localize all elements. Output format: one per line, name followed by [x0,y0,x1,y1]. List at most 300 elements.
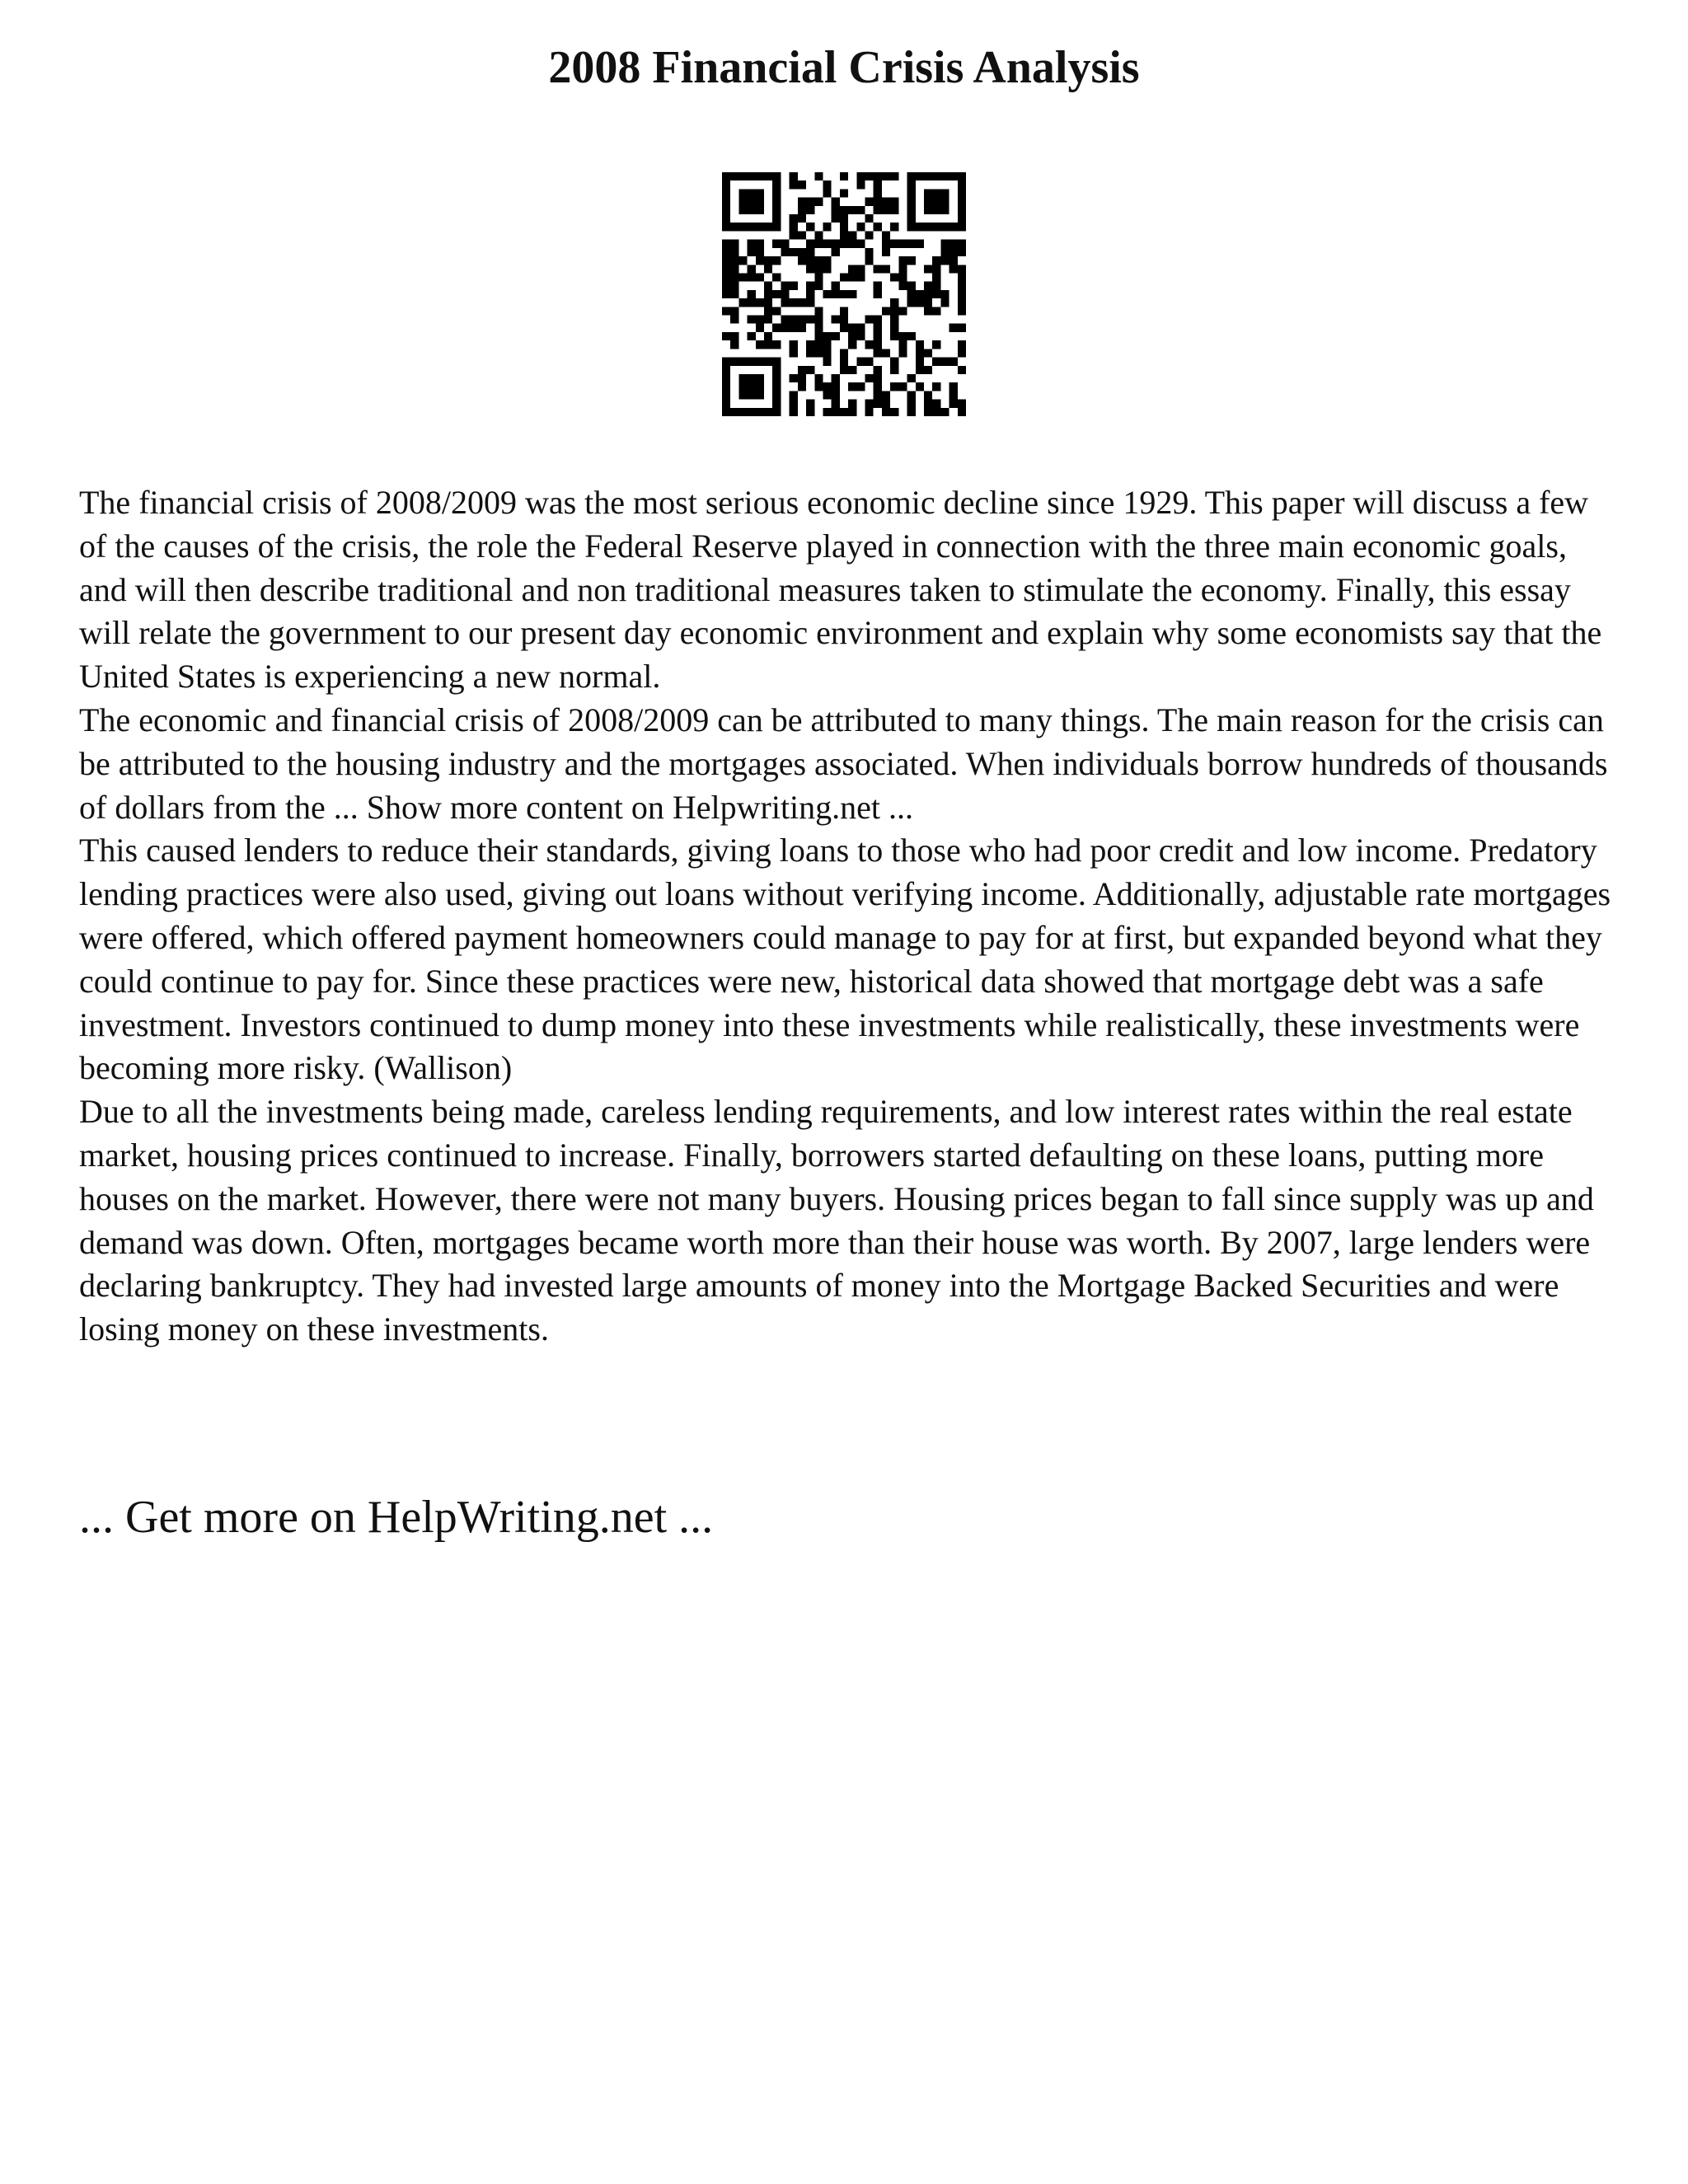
qr-module [730,223,738,231]
qr-module [722,206,730,214]
qr-module [730,340,738,349]
qr-module [764,172,772,180]
qr-module [882,231,890,239]
qr-module [806,408,814,416]
qr-module [790,214,798,223]
qr-module [832,282,840,290]
qr-module [856,265,865,273]
qr-module [790,340,798,349]
qr-module [730,172,738,180]
qr-module [856,382,865,391]
qr-module [772,366,781,374]
qr-module [722,189,730,197]
qr-module [772,307,781,315]
qr-module [840,231,848,239]
qr-module [832,391,840,399]
qr-module [840,349,848,357]
qr-module [832,248,840,256]
qr-module [790,172,798,180]
qr-module [950,265,958,273]
qr-module [840,290,848,298]
qr-module [756,248,764,256]
qr-module [916,366,924,374]
qr-module [890,358,898,366]
qr-module [790,282,798,290]
qr-module [940,189,949,197]
qr-module [890,382,898,391]
qr-module [874,198,882,206]
qr-module [722,400,730,408]
qr-module [907,408,916,416]
qr-module [958,172,966,180]
qr-module [874,332,882,340]
qr-module [874,180,882,189]
qr-module [722,223,730,231]
qr-module [924,223,932,231]
qr-module [756,391,764,399]
qr-module [924,198,932,206]
qr-module [958,340,966,349]
qr-module [958,349,966,357]
qr-module [772,214,781,223]
qr-module [874,324,882,332]
qr-module [958,198,966,206]
qr-module [748,273,756,281]
qr-module [890,223,898,231]
qr-module [940,172,949,180]
qr-module [764,265,772,273]
qr-module [898,340,907,349]
qr-module [823,256,831,265]
qr-module [823,290,831,298]
qr-module [856,240,865,248]
qr-module [874,374,882,382]
qr-module [722,332,730,340]
qr-module [924,172,932,180]
qr-module [890,240,898,248]
qr-module [756,316,764,324]
qr-module [916,172,924,180]
qr-module [814,316,823,324]
qr-module [814,332,823,340]
qr-module [798,298,806,307]
qr-module [772,391,781,399]
qr-module [958,273,966,281]
qr-module [848,290,856,298]
qr-module [823,382,831,391]
qr-module [814,349,823,357]
qr-module [748,265,756,273]
qr-module [772,223,781,231]
qr-module [756,256,764,265]
qr-module [772,382,781,391]
qr-module [874,290,882,298]
qr-module [907,400,916,408]
qr-module [756,298,764,307]
qr-module [932,408,940,416]
qr-module [958,408,966,416]
qr-module [814,172,823,180]
qr-module [865,172,874,180]
qr-module [730,316,738,324]
qr-module [823,391,831,399]
qr-module [748,248,756,256]
qr-module [738,382,747,391]
qr-module [840,273,848,281]
qr-module [907,180,916,189]
qr-module [832,198,840,206]
qr-module [806,290,814,298]
qr-module [790,180,798,189]
qr-module [798,180,806,189]
qr-module [916,290,924,298]
qr-module [790,408,798,416]
qr-module [874,400,882,408]
qr-module [932,172,940,180]
qr-module [865,248,874,256]
qr-module [924,408,932,416]
qr-module [874,366,882,374]
qr-module [940,206,949,214]
qr-module [722,408,730,416]
qr-module [890,206,898,214]
qr-module [790,324,798,332]
qr-module [748,391,756,399]
qr-module [898,273,907,281]
qr-module [823,408,831,416]
qr-module [940,240,949,248]
qr-module [738,374,747,382]
qr-module [781,282,789,290]
qr-module [806,400,814,408]
qr-module [756,198,764,206]
paragraph-intro: The financial crisis of 2008/2009 was the most serious economic decline since 1929. This paper will discuss a few of the causes of the crisis, the role the Federal Reserve played in connection with the three main economic goals, and will then describe traditional and non traditional measures taken to stimulate the economy. Finally, this essay will relate the government to our present day economic environment and explain why some economists say that the United States is experiencing a new normal. [79,484,1602,696]
article-body [79,481,1620,1352]
qr-module [781,316,789,324]
qr-module [806,366,814,374]
qr-module [932,256,940,265]
qr-module [848,366,856,374]
qr-module [950,324,958,332]
qr-module [932,206,940,214]
qr-module [874,316,882,324]
get-more-link[interactable]: ... Get more on HelpWriting.net ... [79,1492,714,1543]
qr-module [848,240,856,248]
qr-module [730,256,738,265]
qr-module [907,223,916,231]
qr-module [865,214,874,223]
qr-module [882,408,890,416]
qr-module [950,358,958,366]
qr-module [756,240,764,248]
qr-module [764,223,772,231]
qr-module [806,298,814,307]
qr-module [781,298,789,307]
page-title: 2008 Financial Crisis Analysis [548,42,1140,93]
qr-module [756,340,764,349]
qr-module [924,391,932,399]
qr-module [738,256,747,265]
qr-module [890,408,898,416]
qr-module [958,180,966,189]
qr-module [764,316,772,324]
qr-module [932,198,940,206]
qr-module [722,391,730,399]
qr-module [840,223,848,231]
qr-module [940,198,949,206]
qr-module [865,198,874,206]
qr-module [730,240,738,248]
qr-module [798,324,806,332]
qr-module [924,400,932,408]
qr-module [832,290,840,298]
qr-module [924,307,932,315]
qr-module [924,265,932,273]
qr-module [940,290,949,298]
qr-module [907,391,916,399]
qr-module [890,273,898,281]
qr-module [823,358,831,366]
qr-module [764,332,772,340]
qr-module [924,282,932,290]
qr-module [907,214,916,223]
qr-module [772,324,781,332]
qr-module [932,382,940,391]
qr-module [890,366,898,374]
qr-module [932,282,940,290]
qr-module [806,198,814,206]
qr-module [907,298,916,307]
qr-module [748,382,756,391]
qr-module [738,172,747,180]
qr-module [924,349,932,357]
qr-module [890,332,898,340]
qr-module [738,189,747,197]
qr-module [772,198,781,206]
qr-module [898,349,907,357]
qr-module [798,231,806,239]
qr-module [958,223,966,231]
qr-module [916,240,924,248]
qr-module [848,400,856,408]
qr-module [722,214,730,223]
qr-module [958,189,966,197]
qr-module [950,240,958,248]
qr-module [907,198,916,206]
qr-module [730,282,738,290]
qr-module [748,206,756,214]
qr-module [916,349,924,357]
qr-module [722,240,730,248]
qr-module [874,282,882,290]
qr-module [890,307,898,315]
qr-module [924,290,932,298]
qr-module [772,358,781,366]
qr-module [840,307,848,315]
qr-module [907,240,916,248]
qr-module [840,172,848,180]
qr-module [722,248,730,256]
qr-module [814,324,823,332]
qr-module [874,391,882,399]
qr-module [798,198,806,206]
qr-module [738,223,747,231]
qr-module [738,298,747,307]
qr-module [874,172,882,180]
qr-module [764,256,772,265]
qr-module [806,282,814,290]
qr-module [798,214,806,223]
qr-module [856,332,865,340]
qr-module [958,265,966,273]
qr-module [865,256,874,265]
qr-module [865,408,874,416]
qr-module [798,374,806,382]
qr-module [856,223,865,231]
qr-module [832,332,840,340]
qr-module [848,273,856,281]
qr-module [848,408,856,416]
qr-module [730,332,738,340]
qr-module [856,180,865,189]
qr-module [874,382,882,391]
qr-module [764,298,772,307]
qr-module [848,206,856,214]
qr-module [748,358,756,366]
qr-module [856,324,865,332]
qr-module [856,273,865,281]
qr-module [898,256,907,265]
qr-module [840,214,848,223]
qr-module [865,400,874,408]
qr-module [865,374,874,382]
qr-module [790,400,798,408]
qr-module [814,374,823,382]
qr-module [756,223,764,231]
qr-module [772,206,781,214]
qr-module [958,324,966,332]
qr-module [874,340,882,349]
qr-module [823,180,831,189]
qr-module [916,298,924,307]
qr-module [748,290,756,298]
qr-module [840,240,848,248]
qr-module [840,189,848,197]
qr-module [916,358,924,366]
qr-module [898,332,907,340]
qr-module [924,206,932,214]
qr-module [756,408,764,416]
qr-module [790,349,798,357]
paragraph-lending: This caused lenders to reduce their standards, giving loans to those who had poor credit and low income. Predatory lending practices were also used, giving out loans without verifying income. Additionally, adjustable rate mortgages were offered, which offered payment homeowners could manage to pay for at first, but expanded beyond what they could continue to pay for. Since these practices were new, historical data showed that mortgage debt was a safe investment. Investors continued to dump money into these investments while realistically, these investments were becoming more risky. (Wallison) [79,832,1611,1087]
qr-module [806,240,814,248]
qr-module [814,273,823,281]
qr-module [882,206,890,214]
qr-module [722,374,730,382]
qr-module [823,223,831,231]
qr-module [823,189,831,197]
qr-module [748,332,756,340]
qr-module [790,298,798,307]
qr-module [814,240,823,248]
qr-module [772,273,781,281]
qr-module [874,189,882,197]
qr-module [722,307,730,315]
qr-module [916,382,924,391]
qr-module [907,332,916,340]
qr-module [890,198,898,206]
qr-module [882,248,890,256]
qr-module [823,340,831,349]
qr-module [848,231,856,239]
qr-module [764,282,772,290]
qr-module [772,240,781,248]
qr-module [764,290,772,298]
qr-module [950,400,958,408]
qr-module [890,172,898,180]
qr-module [958,240,966,248]
qr-module [798,382,806,391]
qr-code-icon[interactable] [722,172,966,416]
qr-module [722,382,730,391]
paragraph-housing: Due to all the investments being made, careless lending requirements, and low interest rates within the real estate market, housing prices continued to increase. Finally, borrowers started defaulting on these loans, putting more houses on the market. However, there were not many buyers. Housing prices began to fall since supply was up and demand was down. Often, mortgages became worth more than their house was worth. By 2007, large lenders were declaring bankruptcy. They had invested large amounts of money into the Mortgage Backed Securities and were losing money on these investments. [79,1093,1594,1348]
qr-module [932,340,940,349]
qr-module [916,340,924,349]
qr-module [832,316,840,324]
qr-module [814,265,823,273]
qr-module [958,307,966,315]
qr-module [907,374,916,382]
qr-module [958,248,966,256]
qr-module [940,358,949,366]
qr-module [730,273,738,281]
qr-module [840,408,848,416]
qr-module [748,298,756,307]
qr-module [756,374,764,382]
qr-module [898,265,907,273]
qr-module [832,382,840,391]
qr-module [958,282,966,290]
qr-module [924,189,932,197]
qr-module [832,400,840,408]
qr-module [958,400,966,408]
qr-module [790,231,798,239]
qr-module [722,256,730,265]
qr-module [932,273,940,281]
qr-module [940,256,949,265]
qr-module [916,223,924,231]
qr-module [781,240,789,248]
qr-module [898,240,907,248]
qr-module [932,189,940,197]
qr-module [932,358,940,366]
qr-module [907,172,916,180]
paragraph-causes: The economic and financial crisis of 2008/2009 can be attributed to many things. The main reason for the crisis can be attributed to the housing industry and the mortgages associated. When individuals borrow hundreds of thousands of dollars from the ... Show more content on Helpwriting.net ... [79,701,1608,826]
qr-module [907,290,916,298]
qr-module [772,400,781,408]
qr-module [790,248,798,256]
qr-module [882,307,890,315]
qr-module [772,374,781,382]
qr-module [781,248,789,256]
qr-module [950,256,958,265]
qr-module [848,265,856,273]
qr-module [832,374,840,382]
qr-module [730,307,738,315]
qr-module [823,332,831,340]
qr-module [882,400,890,408]
qr-module [730,290,738,298]
